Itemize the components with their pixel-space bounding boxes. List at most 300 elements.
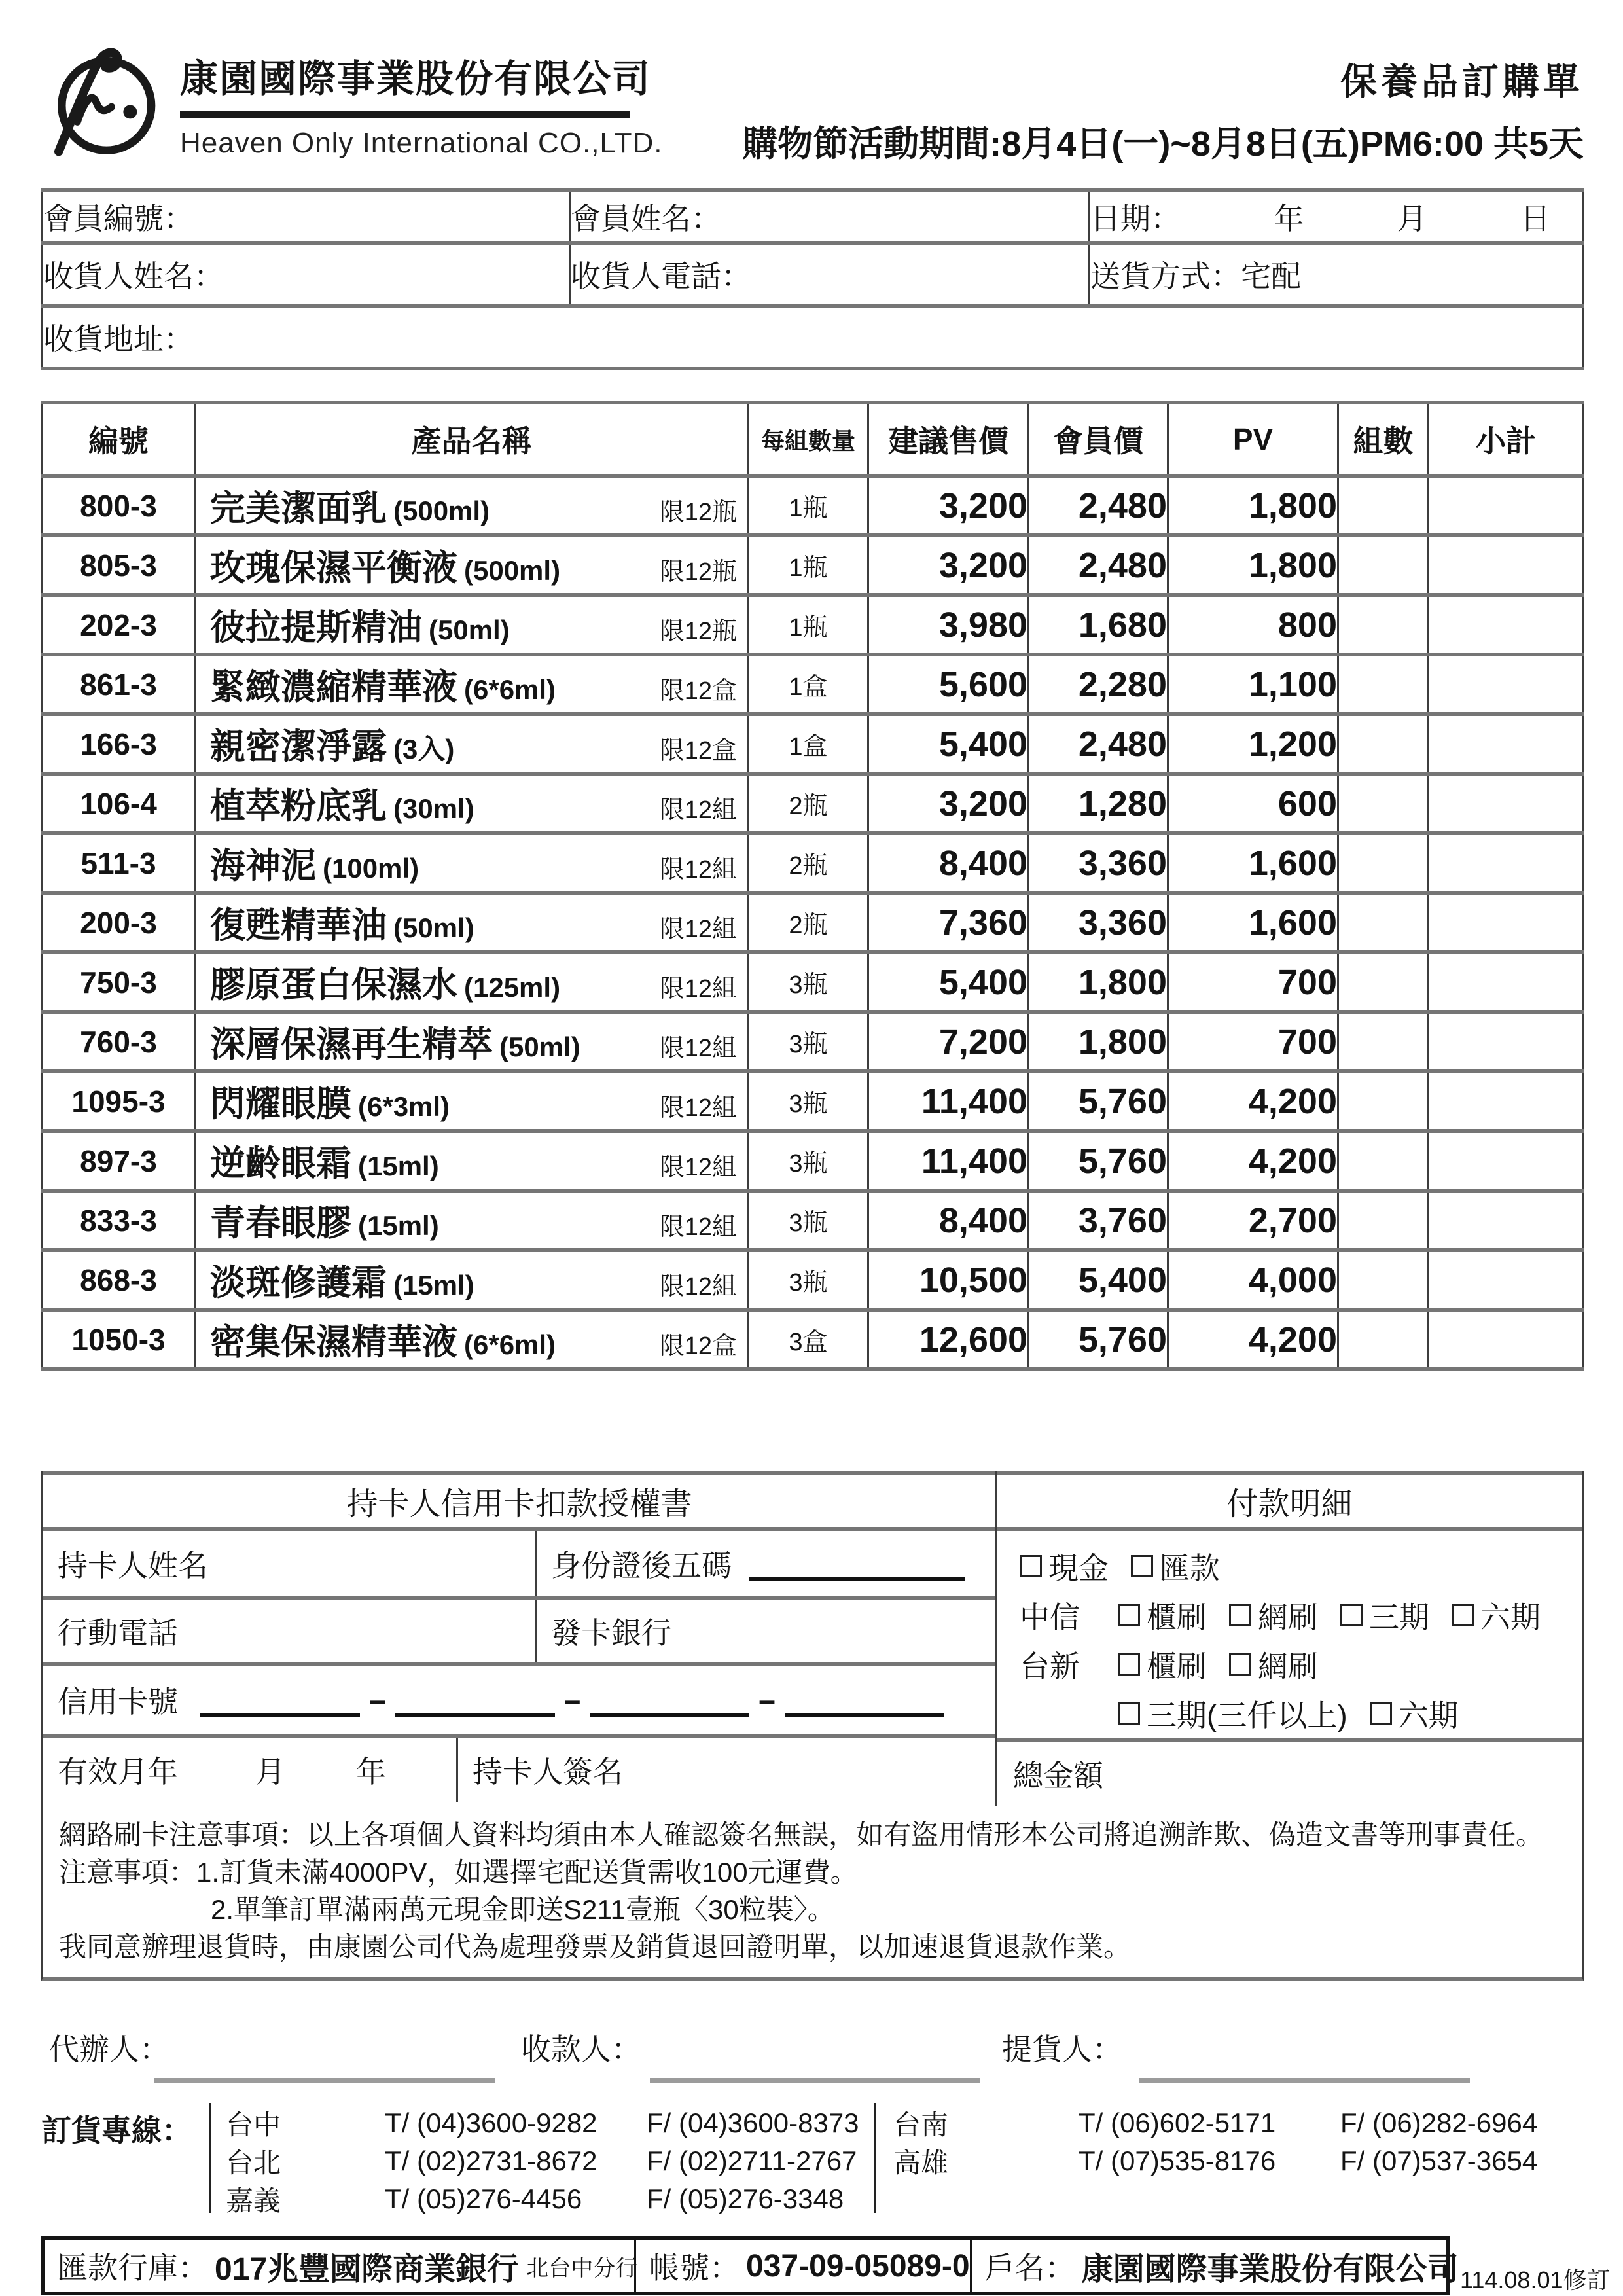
taishin-3installments-label: 三期(三仟以上) <box>1147 1698 1347 1732</box>
taishin-online-option[interactable] <box>1229 1643 1318 1686</box>
agent-signature-line[interactable] <box>154 2078 495 2083</box>
account-holder-name: 康園國際事業股份有限公司 <box>1081 2251 1459 2287</box>
product-spec: (100ml) <box>323 853 419 884</box>
member-price: 2,280 <box>1029 655 1168 714</box>
product-limit: 限12組 <box>659 975 737 1003</box>
member-name-label: 會員姓名： <box>571 202 721 236</box>
product-code: 1050-3 <box>43 1310 195 1369</box>
pv-value: 4,200 <box>1168 1131 1338 1191</box>
sets-input-cell[interactable] <box>1338 1071 1429 1131</box>
product-code: 750-3 <box>43 952 195 1012</box>
id-last5-label: 身份證後五碼 <box>551 1549 732 1583</box>
product-spec: (6*6ml) <box>464 674 556 705</box>
list-item <box>226 2104 859 2142</box>
subtotal-input-cell[interactable] <box>1429 952 1584 1012</box>
sets-input-cell[interactable] <box>1338 893 1429 952</box>
product-name: 彼拉提斯精油 <box>210 608 422 647</box>
sets-input-cell[interactable] <box>1338 595 1429 655</box>
product-limit: 限12組 <box>659 1035 737 1062</box>
suggested-price: 3,200 <box>868 774 1029 833</box>
ctbc-3installments-option[interactable] <box>1340 1594 1429 1637</box>
table-row <box>43 1131 1584 1191</box>
hotline-section <box>41 2100 1584 2218</box>
sets-input-cell[interactable] <box>1338 774 1429 833</box>
hotline-city: 嘉義 <box>226 2185 281 2216</box>
hotline-tel: T/ (07)535-8176 <box>1079 2145 1276 2176</box>
product-spec: (50ml) <box>499 1031 580 1062</box>
product-spec: (3入) <box>393 734 455 764</box>
product-name: 海神泥 <box>210 846 316 886</box>
sets-input-cell[interactable] <box>1338 714 1429 774</box>
expiry-month-label: 月 <box>255 1755 285 1789</box>
member-price: 1,280 <box>1029 774 1168 833</box>
table-row <box>43 714 1584 774</box>
ctbc-bank-label: 中信 <box>1020 1600 1080 1634</box>
sets-input-cell[interactable] <box>1338 1191 1429 1250</box>
receiver-name-label: 收貨人姓名： <box>43 259 224 293</box>
per-set-quantity: 3盒 <box>749 1310 868 1369</box>
cardholder-signature-field[interactable] <box>456 1738 995 1802</box>
table-row <box>43 1250 1584 1310</box>
transfer-checkbox[interactable] <box>1131 1555 1153 1577</box>
subtotal-input-cell[interactable] <box>1429 774 1584 833</box>
cash-checkbox[interactable] <box>1020 1555 1042 1577</box>
payment-section <box>41 1471 1584 1806</box>
sets-input-cell[interactable] <box>1338 1131 1429 1191</box>
sets-input-cell[interactable] <box>1338 952 1429 1012</box>
pickup-label: 提貨人： <box>1002 2032 1122 2066</box>
ctbc-online-checkbox[interactable] <box>1229 1604 1251 1626</box>
cash-option[interactable] <box>1020 1545 1109 1588</box>
address-field[interactable] <box>43 306 1583 368</box>
transfer-label: 匯款 <box>1160 1551 1220 1585</box>
product-name: 密集保濕精華液 <box>210 1323 457 1362</box>
date-year-label: 年 <box>1274 202 1304 236</box>
per-set-quantity: 3瓶 <box>749 1131 868 1191</box>
receiver-name-field[interactable] <box>43 243 570 306</box>
product-code: 897-3 <box>43 1131 195 1191</box>
form-header <box>41 36 1584 166</box>
product-spec: (125ml) <box>464 972 561 1003</box>
member-price: 1,680 <box>1029 595 1168 655</box>
product-name-cell <box>195 1191 749 1250</box>
product-limit: 限12組 <box>659 1154 737 1181</box>
per-set-quantity: 2瓶 <box>749 833 868 893</box>
product-name-cell <box>195 1250 749 1310</box>
col-header-msrp: 建議售價 <box>868 403 1029 476</box>
table-row <box>43 595 1584 655</box>
table-row <box>43 1071 1584 1131</box>
hotline-city: 台中 <box>226 2109 281 2140</box>
pv-value: 1,800 <box>1168 535 1338 595</box>
subtotal-input-cell[interactable] <box>1429 655 1584 714</box>
table-row <box>43 476 1584 535</box>
member-name-field[interactable] <box>570 190 1090 243</box>
member-price: 5,760 <box>1029 1310 1168 1369</box>
hotline-fax: F/ (04)3600-8373 <box>647 2108 859 2138</box>
taishin-online-checkbox[interactable] <box>1229 1653 1251 1676</box>
product-code: 202-3 <box>43 595 195 655</box>
product-spec: (50ml) <box>393 912 474 943</box>
product-name-cell <box>195 595 749 655</box>
member-price: 1,800 <box>1029 952 1168 1012</box>
taishin-counter-label: 櫃刷 <box>1147 1649 1207 1683</box>
per-set-quantity: 1瓶 <box>749 476 868 535</box>
delivery-label: 送貨方式： <box>1090 259 1241 293</box>
subtotal-input-cell[interactable] <box>1429 1131 1584 1191</box>
card-number-label: 信用卡號 <box>58 1685 178 1719</box>
per-set-quantity: 1盒 <box>749 655 868 714</box>
card-number-blank-4[interactable] <box>785 1683 944 1717</box>
ctbc-6installments-option[interactable] <box>1452 1594 1541 1637</box>
member-price: 1,800 <box>1029 1012 1168 1071</box>
notes-section <box>41 1806 1584 1981</box>
col-header-sets: 組數 <box>1338 403 1429 476</box>
hotline-tel: T/ (05)276-4456 <box>385 2183 582 2214</box>
id-last5-field[interactable] <box>535 1531 995 1596</box>
product-spec: (15ml) <box>358 1151 439 1181</box>
cardholder-signature-label: 持卡人簽名 <box>473 1755 623 1789</box>
product-spec: (6*6ml) <box>464 1329 556 1360</box>
suggested-price: 12,600 <box>868 1310 1029 1369</box>
mobile-field[interactable] <box>43 1600 535 1662</box>
product-name-cell <box>195 952 749 1012</box>
product-name-cell <box>195 476 749 535</box>
pv-value: 4,200 <box>1168 1071 1338 1131</box>
product-name: 深層保濕再生精萃 <box>210 1025 493 1064</box>
member-id-label: 會員編號： <box>43 202 194 236</box>
transfer-option[interactable] <box>1131 1545 1220 1588</box>
member-price: 2,480 <box>1029 476 1168 535</box>
product-limit: 限12盒 <box>659 1333 737 1360</box>
product-name-cell <box>195 714 749 774</box>
per-set-quantity: 3瓶 <box>749 1250 868 1310</box>
suggested-price: 7,360 <box>868 893 1029 952</box>
receiver-phone-field[interactable] <box>570 243 1090 306</box>
issuing-bank-field[interactable] <box>535 1600 995 1662</box>
bank-info-box <box>41 2236 1459 2295</box>
payee-signature-line[interactable] <box>650 2078 980 2083</box>
member-price: 5,760 <box>1029 1071 1168 1131</box>
sets-input-cell[interactable] <box>1338 535 1429 595</box>
product-name: 植萃粉底乳 <box>210 787 387 826</box>
hotline-city: 高雄 <box>893 2147 949 2178</box>
per-set-quantity: 2瓶 <box>749 893 868 952</box>
taishin-3installments-checkbox[interactable] <box>1118 1702 1140 1725</box>
pv-value: 4,200 <box>1168 1310 1338 1369</box>
product-code: 106-4 <box>43 774 195 833</box>
card-number-blank-1[interactable] <box>200 1683 360 1717</box>
taishin-bank-label: 台新 <box>1020 1649 1080 1683</box>
product-spec: (15ml) <box>358 1210 439 1241</box>
note-line-3: 2.單筆訂單滿兩萬元現金即送S211壹瓶〈30粒裝〉。 <box>211 1894 835 1925</box>
remittance-bank-label: 匯款行庫： <box>58 2251 208 2285</box>
taishin-counter-option[interactable] <box>1118 1643 1207 1686</box>
product-name-cell <box>195 833 749 893</box>
pv-value: 2,700 <box>1168 1191 1338 1250</box>
sets-input-cell[interactable] <box>1338 655 1429 714</box>
cardholder-name-label: 持卡人姓名 <box>58 1549 208 1583</box>
product-code: 511-3 <box>43 833 195 893</box>
product-name: 玫瑰保濕平衡液 <box>210 548 457 588</box>
expiry-label: 有效月年 <box>58 1755 178 1789</box>
col-header-qty: 每組數量 <box>749 403 868 476</box>
sets-input-cell[interactable] <box>1338 476 1429 535</box>
product-spec: (15ml) <box>393 1270 474 1300</box>
suggested-price: 8,400 <box>868 833 1029 893</box>
product-spec: (500ml) <box>464 555 561 586</box>
suggested-price: 11,400 <box>868 1071 1029 1131</box>
mobile-label: 行動電話 <box>58 1616 178 1650</box>
subtotal-input-cell[interactable] <box>1429 833 1584 893</box>
suggested-price: 10,500 <box>868 1250 1029 1310</box>
product-code: 833-3 <box>43 1191 195 1250</box>
hotline-group-south <box>893 2104 1537 2180</box>
product-name: 閃耀眼膜 <box>210 1085 351 1124</box>
hotline-tel: T/ (06)602-5171 <box>1079 2108 1276 2138</box>
account-holder-cell <box>970 2240 1459 2292</box>
suggested-price: 5,400 <box>868 952 1029 1012</box>
hotline-divider-2 <box>874 2103 876 2213</box>
ctbc-online-option[interactable] <box>1229 1594 1318 1637</box>
per-set-quantity: 3瓶 <box>749 1012 868 1071</box>
member-id-field[interactable] <box>43 190 570 243</box>
product-name: 復甦精華油 <box>210 906 387 945</box>
total-amount-field[interactable] <box>997 1738 1582 1806</box>
subtotal-input-cell[interactable] <box>1429 595 1584 655</box>
date-field[interactable] <box>1090 190 1583 243</box>
pv-value: 1,200 <box>1168 714 1338 774</box>
product-name: 淡斑修護霜 <box>210 1263 387 1302</box>
form-title: 保養品訂購單 <box>1340 61 1584 102</box>
per-set-quantity: 1瓶 <box>749 595 868 655</box>
hotline-tel: T/ (04)3600-9282 <box>385 2108 597 2138</box>
hotline-tel: T/ (02)2731-8672 <box>385 2145 597 2176</box>
card-authorization-panel <box>43 1471 995 1806</box>
member-price: 3,360 <box>1029 833 1168 893</box>
table-row <box>43 952 1584 1012</box>
hotline-label: 訂貨專線： <box>41 2113 192 2147</box>
expiry-field[interactable] <box>43 1738 456 1802</box>
taishin-6installments-option[interactable] <box>1370 1692 1459 1735</box>
cash-label: 現金 <box>1048 1551 1109 1585</box>
taishin-6installments-label: 六期 <box>1398 1698 1459 1732</box>
taishin-counter-checkbox[interactable] <box>1118 1653 1140 1676</box>
product-limit: 限12組 <box>659 1094 737 1122</box>
card-number-blank-2[interactable] <box>395 1683 555 1717</box>
per-set-quantity: 1盒 <box>749 714 868 774</box>
per-set-quantity: 1瓶 <box>749 535 868 595</box>
member-price: 2,480 <box>1029 535 1168 595</box>
member-price: 5,400 <box>1029 1250 1168 1310</box>
product-name: 親密潔淨露 <box>210 727 387 766</box>
member-price: 5,760 <box>1029 1131 1168 1191</box>
product-name-cell <box>195 1131 749 1191</box>
sets-input-cell[interactable] <box>1338 1310 1429 1369</box>
pv-value: 4,000 <box>1168 1250 1338 1310</box>
col-header-name: 產品名稱 <box>195 403 749 476</box>
suggested-price: 5,600 <box>868 655 1029 714</box>
agent-label: 代辦人： <box>49 2032 169 2066</box>
member-price: 3,360 <box>1029 893 1168 952</box>
pv-value: 700 <box>1168 1012 1338 1071</box>
ctbc-3installments-label: 三期 <box>1369 1600 1429 1634</box>
ctbc-counter-label: 櫃刷 <box>1147 1600 1207 1634</box>
pickup-signature-line[interactable] <box>1139 2078 1470 2083</box>
member-price: 3,760 <box>1029 1191 1168 1250</box>
pv-value: 600 <box>1168 774 1338 833</box>
pv-value: 800 <box>1168 595 1338 655</box>
event-period: 購物節活動期間:8月4日(一)~8月8日(五)PM6:00 共5天 <box>742 124 1584 164</box>
hotline-city: 台南 <box>893 2109 949 2140</box>
suggested-price: 3,980 <box>868 595 1029 655</box>
product-spec: (6*3ml) <box>358 1091 450 1122</box>
product-limit: 限12組 <box>659 856 737 884</box>
product-limit: 限12盒 <box>659 677 737 705</box>
payee-label: 收款人： <box>521 2032 641 2066</box>
hotline-fax: F/ (02)2711-2767 <box>647 2145 857 2176</box>
subtotal-input-cell[interactable] <box>1429 714 1584 774</box>
sets-input-cell[interactable] <box>1338 1012 1429 1071</box>
signature-row <box>41 2020 1584 2089</box>
per-set-quantity: 3瓶 <box>749 1071 868 1131</box>
subtotal-input-cell[interactable] <box>1429 893 1584 952</box>
ctbc-3installments-checkbox[interactable] <box>1340 1604 1363 1626</box>
col-header-subtotal: 小計 <box>1429 403 1584 476</box>
sets-input-cell[interactable] <box>1338 1250 1429 1310</box>
card-auth-title: 持卡人信用卡扣款授權書 <box>43 1471 995 1531</box>
suggested-price: 8,400 <box>868 1191 1029 1250</box>
product-limit: 限12組 <box>659 1213 737 1241</box>
card-number-dash-3: – <box>758 1683 776 1717</box>
revision-note: 114.08.01修訂 <box>1460 2267 1611 2293</box>
product-limit: 限12瓶 <box>659 558 737 586</box>
product-name: 完美潔面乳 <box>210 489 387 528</box>
subtotal-input-cell[interactable] <box>1429 1012 1584 1071</box>
table-row <box>43 535 1584 595</box>
payment-details-title: 付款明細 <box>997 1471 1582 1531</box>
hotline-divider-1 <box>209 2103 211 2213</box>
suggested-price: 3,200 <box>868 476 1029 535</box>
taishin-6installments-checkbox[interactable] <box>1370 1702 1392 1725</box>
payment-details-panel <box>995 1471 1582 1806</box>
per-set-quantity: 2瓶 <box>749 774 868 833</box>
product-name-cell <box>195 1012 749 1071</box>
list-item <box>893 2104 1537 2142</box>
cardholder-name-field[interactable] <box>43 1531 535 1596</box>
issuing-bank-label: 發卡銀行 <box>551 1616 671 1650</box>
suggested-price: 7,200 <box>868 1012 1029 1071</box>
col-header-code: 編號 <box>43 403 195 476</box>
member-info-table <box>41 188 1584 370</box>
company-logo-icon <box>41 36 166 160</box>
per-set-quantity: 3瓶 <box>749 1191 868 1250</box>
delivery-field[interactable] <box>1090 243 1583 306</box>
ctbc-6installments-label: 六期 <box>1480 1600 1541 1634</box>
product-limit: 限12組 <box>659 1273 737 1300</box>
table-row <box>43 1191 1584 1250</box>
product-table-header-row <box>43 403 1584 476</box>
col-header-pv: PV <box>1168 403 1338 476</box>
product-name: 青春眼膠 <box>210 1204 351 1243</box>
hotline-city: 台北 <box>226 2147 281 2178</box>
total-amount-label: 總金額 <box>1013 1759 1103 1793</box>
product-code: 800-3 <box>43 476 195 535</box>
product-limit: 限12組 <box>659 916 737 943</box>
taishin-online-label: 網刷 <box>1258 1649 1318 1683</box>
note-line-4: 我同意辦理退貨時，由康園公司代為處理發票及銷貨退回證明單，以加速退貨退款作業。 <box>59 1931 1132 1962</box>
suggested-price: 5,400 <box>868 714 1029 774</box>
product-code: 166-3 <box>43 714 195 774</box>
table-row <box>43 833 1584 893</box>
product-limit: 限12組 <box>659 797 737 824</box>
product-name: 緊緻濃縮精華液 <box>210 668 457 707</box>
product-table <box>41 401 1584 1371</box>
subtotal-input-cell[interactable] <box>1429 1310 1584 1369</box>
list-item <box>226 2142 859 2180</box>
subtotal-input-cell[interactable] <box>1429 535 1584 595</box>
account-holder-label: 戶名： <box>984 2251 1075 2285</box>
sets-input-cell[interactable] <box>1338 833 1429 893</box>
product-limit: 限12瓶 <box>659 499 737 526</box>
ctbc-counter-option[interactable] <box>1118 1594 1207 1637</box>
product-spec: (50ml) <box>429 615 510 645</box>
table-row <box>43 1310 1584 1369</box>
company-name-en: Heaven Only International CO.,LTD. <box>180 127 663 159</box>
product-code: 805-3 <box>43 535 195 595</box>
id-last5-blank-line[interactable] <box>749 1547 965 1581</box>
subtotal-input-cell[interactable] <box>1429 1071 1584 1131</box>
date-day-label: 日 <box>1520 202 1550 236</box>
ctbc-counter-checkbox[interactable] <box>1118 1604 1140 1626</box>
hotline-group-west <box>226 2104 859 2218</box>
taishin-3installments-option[interactable] <box>1118 1692 1347 1735</box>
list-item <box>226 2180 859 2218</box>
member-price: 2,480 <box>1029 714 1168 774</box>
card-number-field[interactable] <box>43 1662 995 1734</box>
note-line-1: 網路刷卡注意事項：以上各項個人資料均須由本人確認簽名無誤，如有盜用情形本公司將追溯詐欺、偽造文書等刑事責任。 <box>59 1820 1544 1850</box>
expiry-year-label: 年 <box>356 1755 386 1789</box>
date-label: 日期： <box>1090 202 1181 236</box>
delivery-value: 宅配 <box>1241 259 1301 293</box>
hotline-fax: F/ (05)276-3348 <box>647 2183 844 2214</box>
product-name-cell <box>195 774 749 833</box>
pv-value: 1,600 <box>1168 893 1338 952</box>
subtotal-input-cell[interactable] <box>1429 1250 1584 1310</box>
payment-options <box>997 1531 1582 1738</box>
pv-value: 1,100 <box>1168 655 1338 714</box>
product-name-cell <box>195 893 749 952</box>
product-name-cell <box>195 1071 749 1131</box>
product-code: 200-3 <box>43 893 195 952</box>
product-name: 膠原蛋白保濕水 <box>210 965 457 1005</box>
remittance-branch: 北台中分行 <box>526 2255 638 2281</box>
subtotal-input-cell[interactable] <box>1429 1191 1584 1250</box>
list-item <box>893 2142 1537 2180</box>
subtotal-input-cell[interactable] <box>1429 476 1584 535</box>
account-label: 帳號： <box>649 2251 740 2285</box>
order-form-sheet <box>41 0 1611 2295</box>
ctbc-6installments-checkbox[interactable] <box>1452 1604 1474 1626</box>
card-number-blank-3[interactable] <box>590 1683 749 1717</box>
bank-info-row <box>41 2236 1611 2295</box>
table-row <box>43 774 1584 833</box>
product-spec: (30ml) <box>393 793 474 824</box>
suggested-price: 3,200 <box>868 535 1029 595</box>
product-name: 逆齡眼霜 <box>210 1144 351 1183</box>
card-number-dash-1: – <box>369 1683 386 1717</box>
account-cell <box>634 2240 970 2292</box>
